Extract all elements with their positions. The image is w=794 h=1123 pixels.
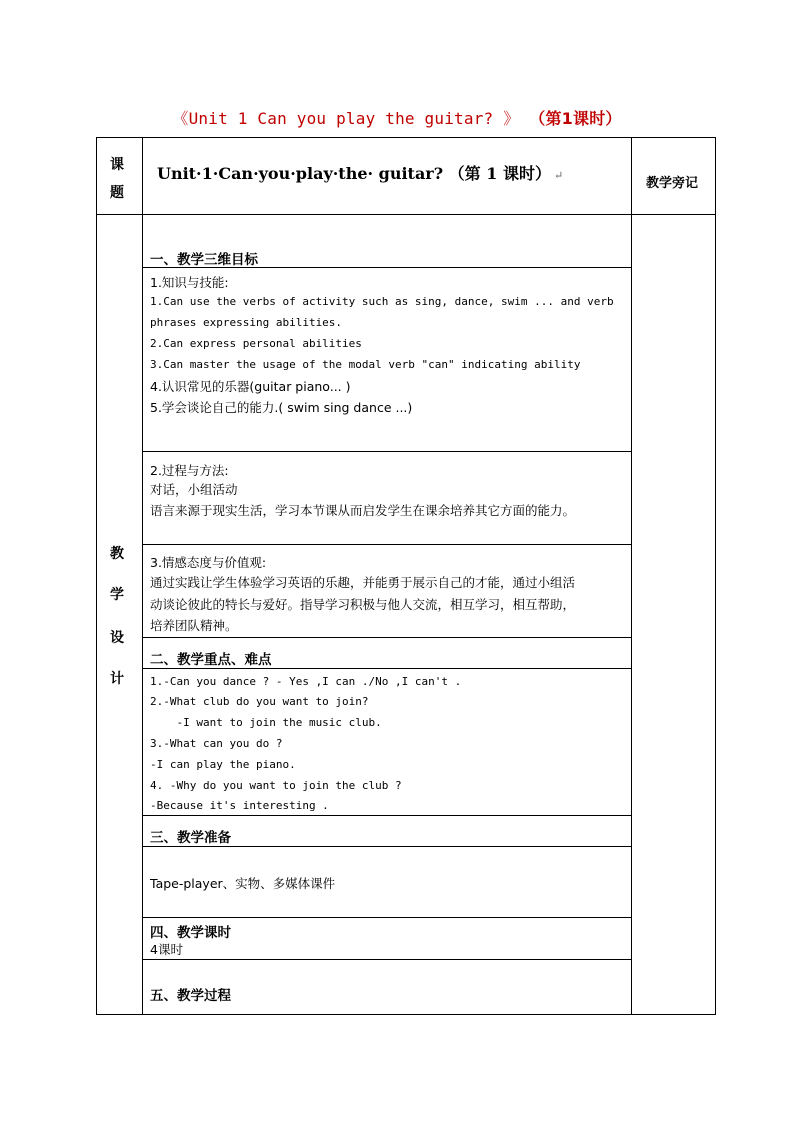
design-label-char: 计 — [110, 671, 124, 687]
objectives-heading: 一、教学三维目标 — [150, 252, 258, 268]
row-divider — [142, 637, 631, 638]
key-point-line: -I want to join the music club. — [150, 716, 382, 729]
row-divider — [142, 544, 631, 545]
knowledge-line: phrases expressing abilities. — [150, 316, 343, 329]
periods-heading: 四、教学课时 — [150, 925, 231, 941]
knowledge-line: 5.学会谈论自己的能力.( swim sing dance ...) — [150, 400, 413, 415]
design-label-char: 设 — [110, 630, 124, 646]
header-row-divider — [96, 214, 716, 215]
row-divider — [142, 846, 631, 847]
knowledge-line: 3.Can master the usage of the modal verb "can" indicating ability — [150, 358, 581, 371]
attitude-line: 通过实践让学生体验学习英语的乐趣，并能勇于展示自己的才能，通过小组活 — [150, 575, 576, 590]
document-title-en: 《Unit 1 Can you play the guitar? 》 — [172, 109, 520, 128]
table-col-divider-right — [631, 137, 632, 1015]
process-line: 语言来源于现实生活，学习本节课从而启发学生在课余培养其它方面的能力。 — [150, 503, 576, 518]
attitude-line: 培养团队精神。 — [150, 618, 238, 633]
knowledge-line: 1.Can use the verbs of activity such as sing, dance, swim ... and verb — [150, 295, 614, 308]
row-divider — [142, 668, 631, 669]
subject-label-char: 课 — [110, 157, 124, 173]
document-title-period: （第1课时） — [529, 109, 622, 128]
key-point-line: 4. -Why do you want to join the club ? — [150, 779, 402, 792]
knowledge-line: 4.认识常见的乐器(guitar piano... ) — [150, 379, 351, 394]
row-divider — [142, 917, 631, 918]
preparation-text: Tape-player、实物、多媒体课件 — [150, 876, 336, 891]
lesson-title — [157, 161, 563, 184]
process-line: 对话，小组活动 — [150, 482, 238, 497]
attitude-line: 动谈论彼此的特长与爱好。指导学习积极与他人交流，相互学习，相互帮助， — [150, 597, 576, 612]
teaching-process-heading: 五、教学过程 — [150, 988, 231, 1004]
key-point-line: -Because it's interesting . — [150, 799, 329, 812]
return-mark-icon: ↵ — [553, 169, 564, 182]
attitude-line: 3.情感态度与价值观: — [150, 555, 267, 570]
key-point-line: 3.-What can you do ? — [150, 737, 283, 750]
knowledge-line: 1.知识与技能: — [150, 275, 229, 290]
subject-label-char: 题 — [110, 185, 124, 201]
knowledge-line: 2.Can express personal abilities — [150, 337, 362, 350]
key-points-heading: 二、教学重点、难点 — [150, 652, 272, 668]
table-col-divider-left — [142, 137, 143, 1015]
row-divider — [142, 451, 631, 452]
design-label-char: 学 — [110, 587, 124, 603]
periods-text: 4课时 — [150, 942, 183, 957]
key-point-line: 1.-Can you dance ? - Yes ,I can ./No ,I can't . — [150, 675, 462, 688]
document-title — [0, 106, 794, 129]
lesson-title-text: Unit·1·Can·you·play·the· guitar? （第 1 课时） — [157, 164, 551, 183]
process-line: 2.过程与方法: — [150, 463, 229, 478]
key-point-line: -I can play the piano. — [150, 758, 296, 771]
row-divider — [142, 815, 631, 816]
preparation-heading: 三、教学准备 — [150, 830, 231, 846]
key-point-line: 2.-What club do you want to join? — [150, 695, 369, 708]
row-divider — [142, 959, 631, 960]
design-label-char: 教 — [110, 546, 124, 562]
margin-notes-label: 教学旁记 — [646, 176, 699, 191]
